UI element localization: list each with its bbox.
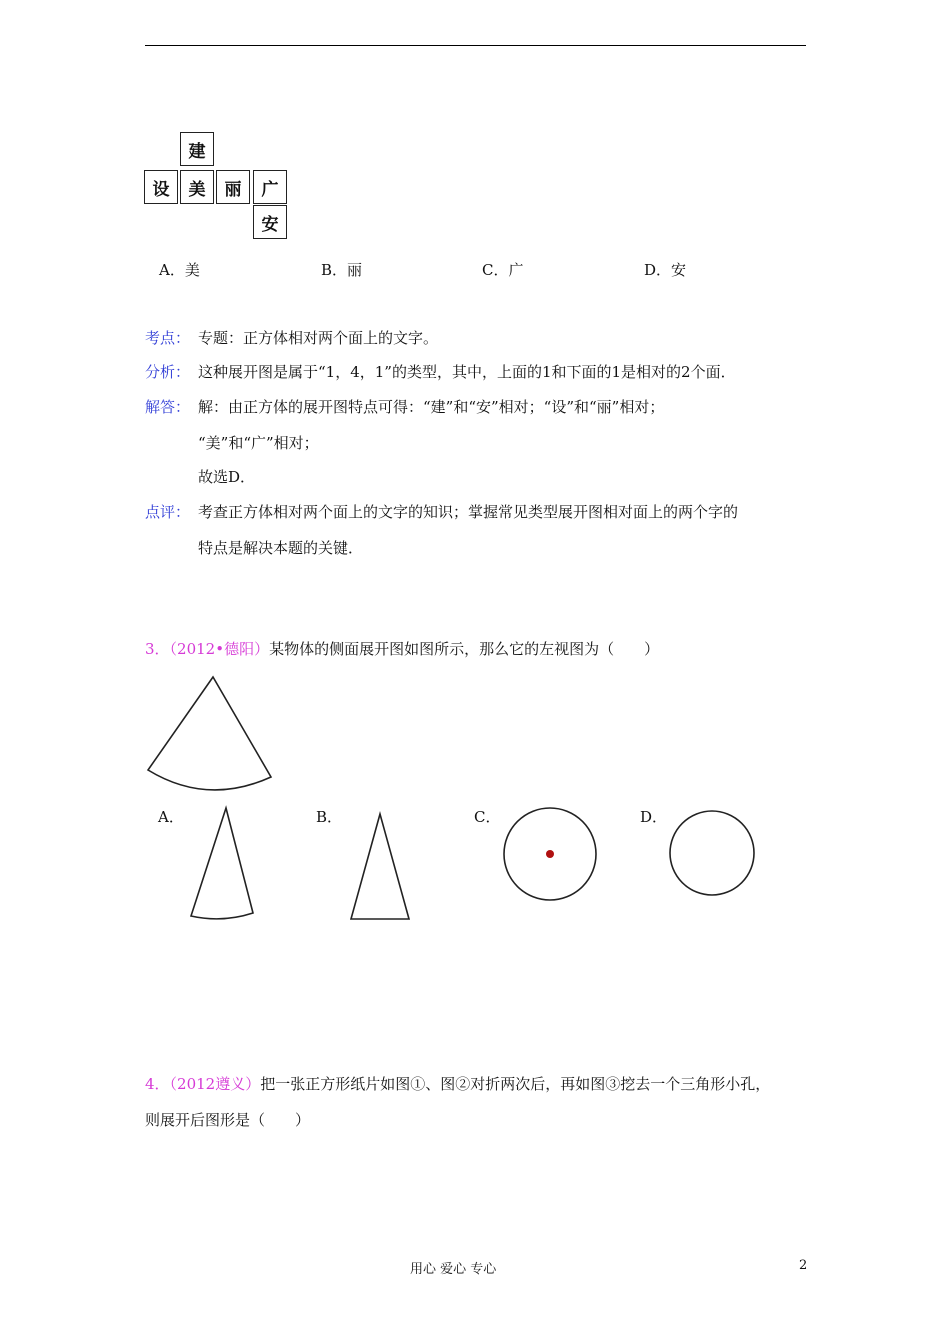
q4-source: （2012遵义） [169, 1075, 261, 1093]
fenxi-label: 分析： [145, 363, 191, 381]
jieda-label: 解答： [145, 398, 191, 416]
option-d-circle-shape [670, 811, 754, 895]
option-a-cone-shape [191, 808, 253, 919]
kaodian-text: 专题：正方体相对两个面上的文字。 [198, 329, 439, 347]
q3-number: 3． [145, 640, 170, 658]
q2-option-c: C．广 [482, 261, 524, 279]
q2-option-d: D．安 [644, 261, 687, 279]
jieda-line-3: 故选D． [198, 468, 256, 486]
page-number: 2 [799, 1258, 808, 1273]
net-cell-bottom: 安 [253, 205, 287, 239]
net-cell-right2: 广 [253, 170, 287, 204]
dianping-line-1: 考查正方体相对两个面上的文字的知识；掌握常见类型展开图相对面上的两个字的 [198, 503, 739, 521]
q3-option-b: B． [316, 808, 343, 826]
q3-source: （2012•德阳） [169, 640, 270, 658]
net-cell-right1: 丽 [216, 170, 250, 204]
q4-stem-line-2: 则展开后图形是（ ） [145, 1111, 311, 1129]
jieda-line-1: 解：由正方体的展开图特点可得：“建”和“安”相对；“设”和“丽”相对； [198, 398, 665, 416]
q4-stem-line-1 [145, 1074, 770, 1094]
q4-stem-1: 把一张正方形纸片如图①、图②对折两次后，再如图③挖去一个三角形小孔， [260, 1075, 771, 1093]
net-cell-center: 美 [180, 170, 214, 204]
net-cell-left: 设 [144, 170, 178, 204]
q4-number: 4． [145, 1075, 170, 1093]
jieda-line-2: “美”和“广”相对； [198, 434, 319, 452]
dianping-label: 点评： [145, 503, 191, 521]
q2-option-b: B．丽 [321, 261, 363, 279]
fenxi-text: 这种展开图是属于“1，4，1”的类型，其中，上面的1和下面的1是相对的2个面． [198, 363, 736, 381]
option-c-center-dot [546, 850, 554, 858]
q3-option-a: A． [158, 808, 184, 826]
footer-center: 用心 爱心 专心 [410, 1262, 497, 1277]
kaodian-label: 考点： [145, 329, 191, 347]
q3-option-d: D． [640, 808, 668, 826]
q3-stem: 某物体的侧面展开图如图所示，那么它的左视图为（ ） [269, 640, 660, 658]
q2-option-a: A．美 [159, 261, 200, 279]
net-cell-top: 建 [180, 132, 214, 166]
dianping-line-2: 特点是解决本题的关键． [198, 539, 364, 557]
q3-option-c: C． [474, 808, 501, 826]
option-b-triangle-shape [351, 814, 409, 919]
